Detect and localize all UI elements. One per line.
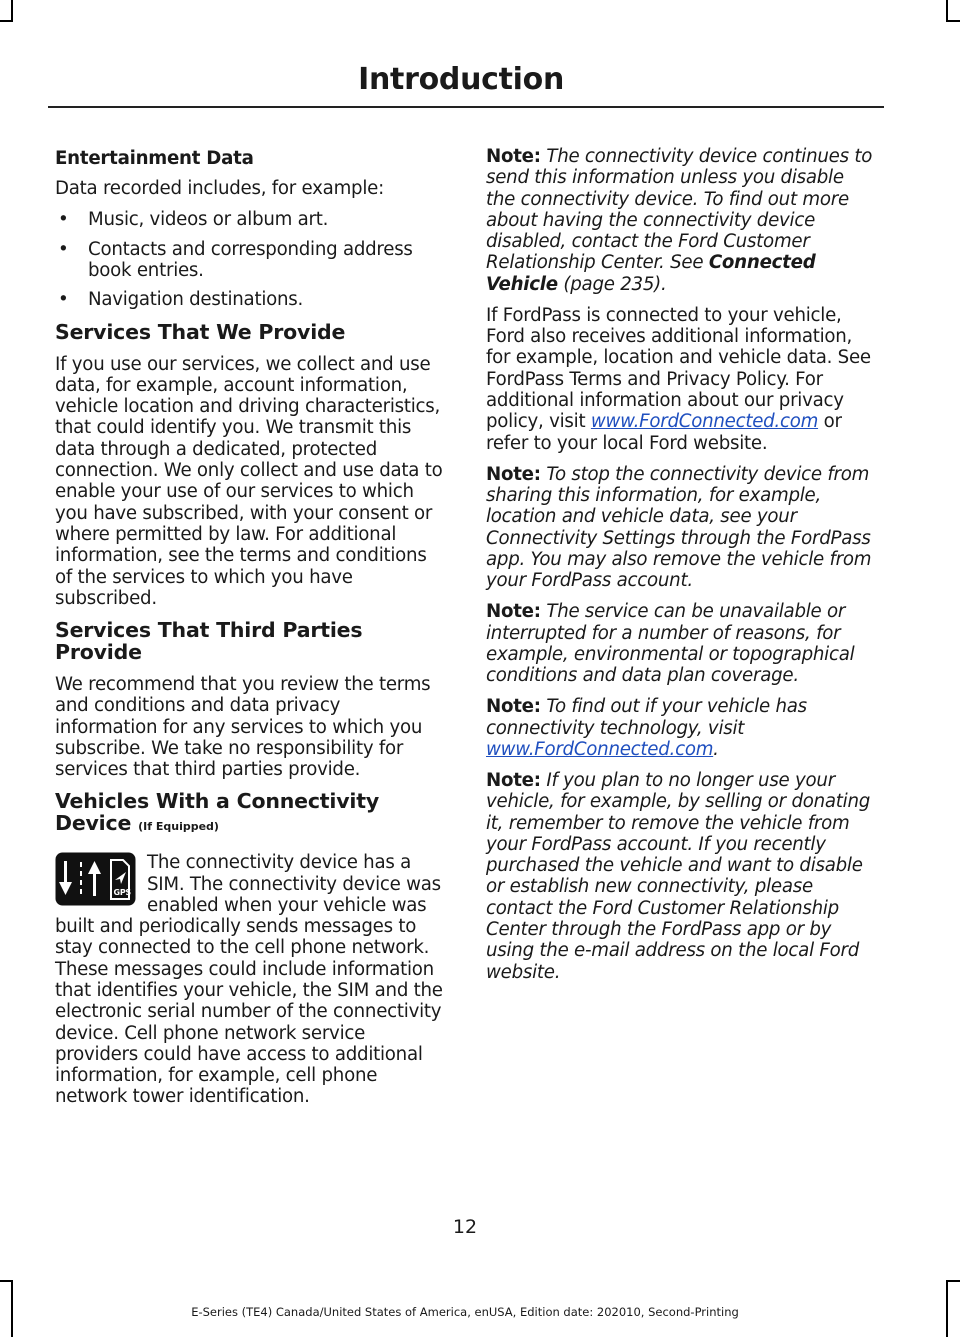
entertainment-intro: Data recorded includes, for example:	[55, 178, 384, 200]
entertainment-list	[55, 209, 447, 310]
edition-footer: E-Series (TE4) Canada/United States of America, enUSA, Edition date: 202010, Second-Printing	[191, 1305, 739, 1319]
note-text: To stop the connectivity device from sharing this information, for example, location and vehicle data, see your Connectivity Settings through the FordPass app. You may also remove the vehicle from your FordPass account.	[486, 463, 872, 592]
connected-vehicle-link[interactable]: Connected Vehicle	[486, 252, 816, 295]
crop-mark	[0, 20, 13, 22]
bullet-dot: •	[58, 238, 69, 260]
note-find-out	[486, 696, 878, 760]
page-reference: (page 235).	[563, 273, 667, 295]
note-text: The service can be unavailable or interrupted for a number of reasons, for example, environmental or topographical conditions and data plan coverage.	[486, 601, 855, 687]
note-service-unavailable	[486, 601, 878, 686]
gps-label: GPS	[113, 888, 131, 898]
note-stop-sharing	[486, 464, 878, 592]
connectivity-section	[55, 852, 447, 1108]
page-number: 12	[452, 1216, 478, 1238]
crop-mark	[11, 0, 13, 22]
fordpass-paragraph	[486, 305, 878, 454]
note-remove-vehicle	[486, 770, 878, 983]
note-label: Note:	[486, 696, 541, 718]
note-text: The connectivity device continues to send this information unless you disable the connectivity device. To find out more about having the connectivity device disabled, contact the Ford Customer Relationship Center. See	[486, 146, 873, 274]
right-column	[486, 146, 878, 993]
left-column	[55, 146, 447, 1118]
list-item	[55, 209, 447, 230]
list-item	[55, 289, 447, 310]
note-tail: .	[713, 738, 719, 760]
note-label: Note:	[486, 146, 541, 167]
crop-mark	[0, 1280, 13, 1282]
connectivity-heading	[55, 790, 447, 838]
connectivity-body: The connectivity device has a SIM. The connectivity device was enabled when your vehicle was built and periodically sends messages to stay connected to the cell phone network. These messages could include information that identifies your vehicle, the SIM and the electronic serial number of the connectivity device. Cell phone network service providers could have access to additional information, for example, cell phone network tower identification.	[55, 852, 443, 1108]
note-label: Note:	[486, 463, 541, 485]
page-title: Introduction	[358, 62, 564, 97]
crop-mark	[946, 20, 960, 22]
entertainment-heading: Entertainment Data	[55, 148, 254, 169]
fordconnected-link[interactable]: www.FordConnected.com	[590, 411, 819, 433]
connectivity-heading-text: Vehicles With a Connectivity Device	[55, 789, 379, 836]
fordconnected-link[interactable]: www.FordConnected.com	[486, 738, 714, 760]
connectivity-gps-icon	[55, 852, 136, 906]
note-text: To find out if your vehicle has connectivity technology, visit	[486, 696, 807, 739]
note-text: If you plan to no longer use your vehicle, for example, by selling or donating it, remember to remove the vehicle from your FordPass account. If you recently purchased the vehicle and want to disable or establish new connectivity, please contact the Ford Customer Relationship Center through the FordPass app or by using the e-mail address on the local Ford website.	[486, 770, 871, 983]
note-connectivity-disable	[486, 146, 878, 295]
list-item-text: Contacts and corresponding address book entries.	[88, 238, 413, 281]
crop-mark	[946, 1280, 948, 1337]
fordpass-text: If FordPass is connected to your vehicle, Ford also receives additional information, for example, location and vehicle data. See FordPass Terms and Privacy Policy. For additional information about our privacy policy, visit	[486, 304, 871, 433]
list-item-text: Navigation destinations.	[88, 289, 304, 311]
bullet-dot: •	[58, 289, 69, 311]
list-item	[55, 239, 447, 282]
fordpass-tail: or refer to your local Ford website.	[486, 411, 842, 454]
list-item-text: Music, videos or album art.	[88, 209, 329, 231]
crop-mark	[946, 1280, 960, 1282]
if-equipped-qualifier: (If Equipped)	[138, 820, 219, 834]
header-divider	[48, 106, 884, 108]
crop-mark	[946, 0, 948, 22]
third-party-heading: Services That Third Parties Provide	[55, 617, 363, 664]
services-heading: Services That We Provide	[55, 319, 346, 344]
note-label: Note:	[486, 601, 541, 623]
services-body: If you use our services, we collect and use data, for example, account information, vehicle location and driving characteristics, that could identify you. We transmit this data through a dedicated, protected connection. We only collect and use data to enable your use of our services to which you have subscribed, with your consent or where permitted by law. For additional information, see the terms and conditions of the services to which you have subscribed.	[55, 353, 443, 609]
third-party-body: We recommend that you review the terms and conditions and data privacy information for any services to which you subscribe. We take no responsibility for services that third parties provide.	[55, 673, 431, 781]
bullet-dot: •	[58, 209, 69, 231]
note-label: Note:	[486, 770, 541, 791]
